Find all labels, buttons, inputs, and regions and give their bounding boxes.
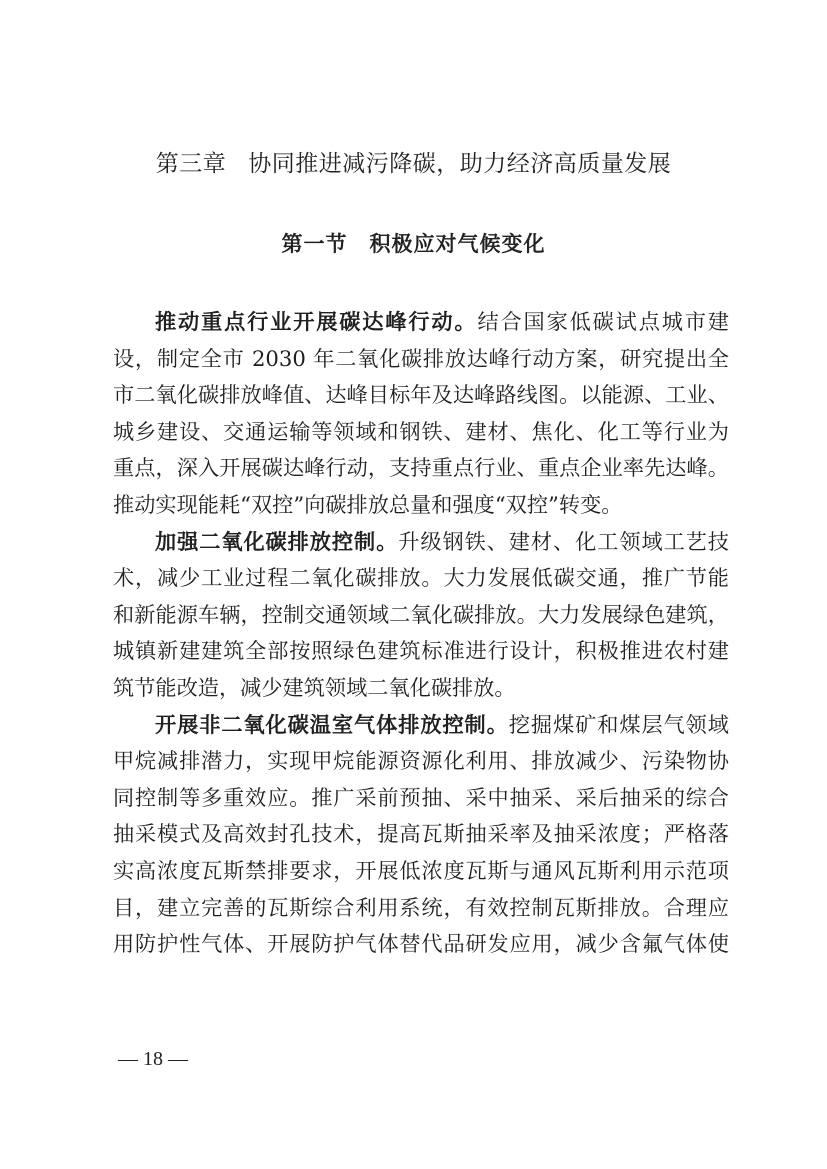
chapter-number: 第三章 bbox=[155, 151, 227, 177]
paragraph-line: 城乡建设、交通运输等领域和钢铁、建材、焦化、化工等行业为 bbox=[113, 418, 729, 444]
paragraph-1-line-1 bbox=[113, 304, 729, 341]
chapter-title: 协同推进减污降碳，助力经济高质量发展 bbox=[248, 151, 672, 177]
paragraph-line: 市二氧化碳排放峰值、达峰目标年及达峰路线图。以能源、工业、 bbox=[113, 382, 729, 408]
paragraph-line: 和新能源车辆，控制交通领域二氧化碳排放。大力发展绿色建筑， bbox=[113, 601, 729, 627]
paragraph-line: 设，制定全市 2030 年二氧化碳排放达峰行动方案，研究提出全 bbox=[113, 345, 729, 371]
paragraph-text: 升级钢铁、建材、化工领域工艺技 bbox=[398, 528, 729, 554]
paragraph-line: 目，建立完善的瓦斯综合利用系统，有效控制瓦斯排放。合理应 bbox=[113, 894, 729, 920]
paragraph-line: 推动实现能耗“双控”向碳排放总量和强度“双控”转变。 bbox=[113, 491, 623, 517]
paragraph-line: 抽采模式及高效封孔技术，提高瓦斯抽采率及抽采浓度；严格落 bbox=[113, 821, 729, 847]
paragraph-line: 甲烷减排潜力，实现甲烷能源资源化利用、排放减少、污染物协 bbox=[113, 748, 729, 774]
paragraph-text: 结合国家低碳试点城市建 bbox=[477, 309, 729, 334]
paragraph-line: 术，减少工业过程二氧化碳排放。大力发展低碳交通，推广节能 bbox=[113, 565, 729, 591]
paragraph-text: 挖掘煤矿和煤层气领域 bbox=[508, 711, 729, 737]
paragraph-line: 用防护性气体、开展防护气体替代品研发应用，减少含氟气体使 bbox=[113, 931, 729, 957]
paragraph-line: 实高浓度瓦斯禁排要求，开展低浓度瓦斯与通风瓦斯利用示范项 bbox=[113, 857, 729, 883]
paragraph-1-lead: 推动重点行业开展碳达峰行动。 bbox=[155, 309, 478, 334]
paragraph-2-line-1 bbox=[113, 524, 729, 561]
paragraph-line: 重点，深入开展碳达峰行动，支持重点行业、重点企业率先达峰。 bbox=[113, 455, 729, 481]
paragraph-line: 同控制等多重效应。推广采前预抽、采中抽采、采后抽采的综合 bbox=[113, 784, 729, 810]
paragraph-3-lead: 开展非二氧化碳温室气体排放控制。 bbox=[155, 711, 509, 737]
body-text bbox=[113, 304, 729, 963]
paragraph-3-line-1 bbox=[113, 707, 729, 744]
section-heading bbox=[0, 228, 827, 258]
paragraph-2-lead: 加强二氧化碳排放控制。 bbox=[155, 528, 399, 554]
paragraph-line: 筑节能改造，减少建筑领域二氧化碳排放。 bbox=[113, 674, 516, 700]
page-number: — 18 — bbox=[118, 1048, 188, 1070]
paragraph-line: 城镇新建建筑全部按照绿色建筑标准进行设计，积极推进农村建 bbox=[113, 638, 729, 664]
section-number: 第一节 bbox=[281, 231, 348, 256]
section-title: 积极应对气候变化 bbox=[369, 231, 546, 256]
chapter-heading bbox=[0, 145, 827, 178]
